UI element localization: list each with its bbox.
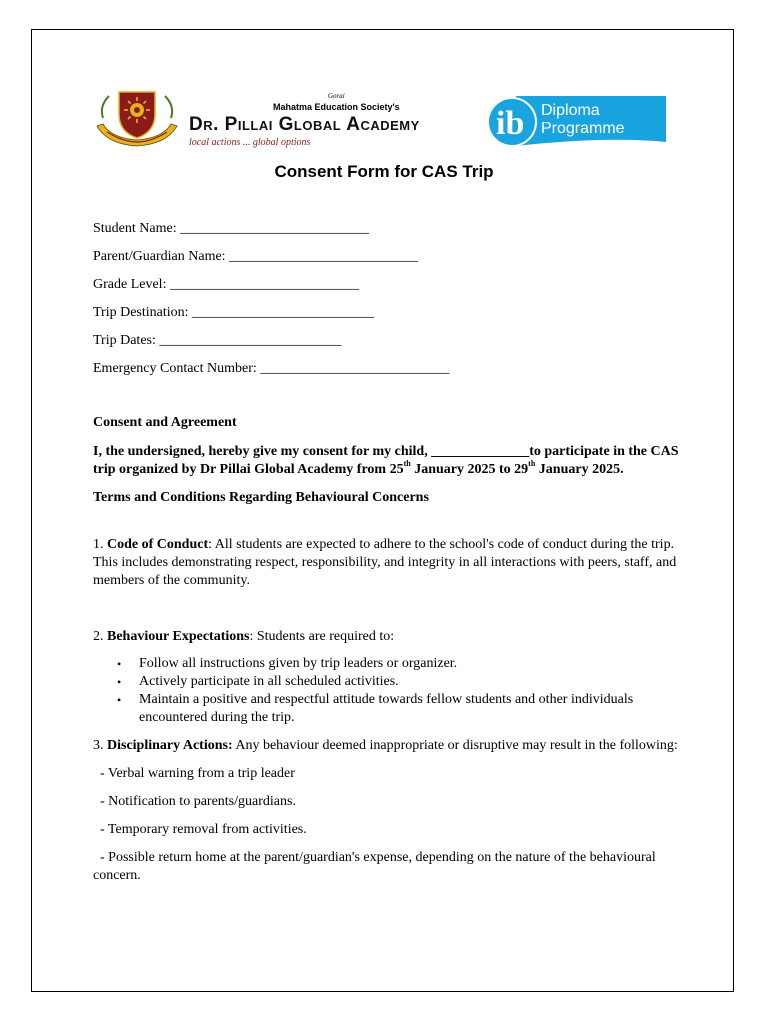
section-number: 3.: [93, 738, 107, 753]
field-blank[interactable]: __________________________: [192, 305, 375, 320]
section-label: Behaviour Expectations: [107, 629, 250, 644]
consent-heading: Consent and Agreement: [93, 415, 237, 430]
superscript-th: th: [528, 459, 536, 469]
form-body: [93, 414, 683, 885]
behaviour-list: [93, 655, 683, 727]
consent-text-a: I, the undersigned, hereby give my consent for my child, ______________to participate in the CAS trip organized by Dr Pillai Global Academy from 25: [93, 444, 679, 477]
disciplinary-item: - Verbal warning from a trip leader: [100, 766, 295, 781]
list-item: [117, 655, 683, 673]
section-label: Disciplinary Actions:: [107, 738, 233, 753]
society-name: Mahatma Education Society's: [273, 102, 400, 112]
field-blank[interactable]: ___________________________: [180, 221, 370, 236]
academy-name: Dr. Pillai Global Academy: [189, 114, 420, 135]
ib-programme-text: [541, 102, 625, 138]
field-label: Student Name:: [93, 221, 181, 236]
academy-tagline: local actions ... global options: [189, 137, 311, 148]
bullet-icon: •: [117, 693, 122, 707]
location-label: Gorai: [328, 92, 345, 100]
consent-text-c: January 2025.: [535, 462, 624, 477]
consent-text-b: January 2025 to 29: [410, 462, 529, 477]
field-trip-dates: [93, 332, 693, 360]
form-fields: [93, 220, 693, 388]
field-label: Emergency Contact Number:: [93, 361, 261, 376]
field-student-name: [93, 220, 693, 248]
field-label: Trip Destination:: [93, 305, 193, 320]
section-disciplinary-actions: [93, 737, 683, 755]
section-behaviour-expectations: [93, 628, 683, 646]
disciplinary-item: - Temporary removal from activities.: [100, 822, 307, 837]
field-emergency-contact: [93, 360, 693, 388]
section-number: 1.: [93, 537, 107, 552]
ib-line-1: Diploma: [541, 102, 600, 119]
section-text: Any behaviour deemed inappropriate or disruptive may result in the following:: [232, 738, 678, 753]
field-trip-destination: [93, 304, 693, 332]
section-number: 2.: [93, 629, 107, 644]
bullet-icon: •: [117, 675, 122, 689]
field-blank[interactable]: ___________________________: [260, 361, 450, 376]
disciplinary-item: - Possible return home at the parent/guardian's expense, depending on the nature of the behavioural concern.: [93, 850, 656, 883]
field-label: Parent/Guardian Name:: [93, 249, 230, 264]
field-blank[interactable]: __________________________: [159, 333, 342, 348]
list-item-text: Maintain a positive and respectful attitude towards fellow students and other individuals encountered during the trip.: [139, 692, 634, 725]
form-title: Consent Form for CAS Trip: [274, 162, 494, 181]
ib-letters: ib: [496, 105, 525, 142]
terms-heading: Terms and Conditions Regarding Behavioural Concerns: [93, 490, 429, 505]
school-crest-logo: [93, 88, 181, 148]
bullet-icon: •: [117, 657, 122, 671]
section-text: : Students are required to:: [249, 629, 395, 644]
list-item: [117, 673, 683, 691]
list-item-text: Actively participate in all scheduled activities.: [139, 674, 399, 689]
field-parent-name: [93, 248, 693, 276]
field-label: Trip Dates:: [93, 333, 160, 348]
letterhead: [93, 86, 668, 154]
disciplinary-item: - Notification to parents/guardians.: [100, 794, 296, 809]
list-item: [117, 691, 683, 727]
field-label: Grade Level:: [93, 277, 170, 292]
field-blank[interactable]: ___________________________: [229, 249, 419, 264]
section-code-of-conduct: [93, 536, 683, 590]
list-item-text: Follow all instructions given by trip leaders or organizer.: [139, 656, 458, 671]
section-text: : All students are expected to adhere to the school's code of conduct during the trip. This includes demonstrating respect, responsibility, and integrity in all interactions with peers, staff, and members of the community.: [93, 537, 677, 588]
section-label: Code of Conduct: [107, 537, 209, 552]
field-grade-level: [93, 276, 693, 304]
superscript-th: th: [403, 459, 411, 469]
ib-line-2: Programme: [541, 120, 625, 137]
field-blank[interactable]: ___________________________: [169, 277, 359, 292]
consent-statement: [93, 443, 683, 479]
